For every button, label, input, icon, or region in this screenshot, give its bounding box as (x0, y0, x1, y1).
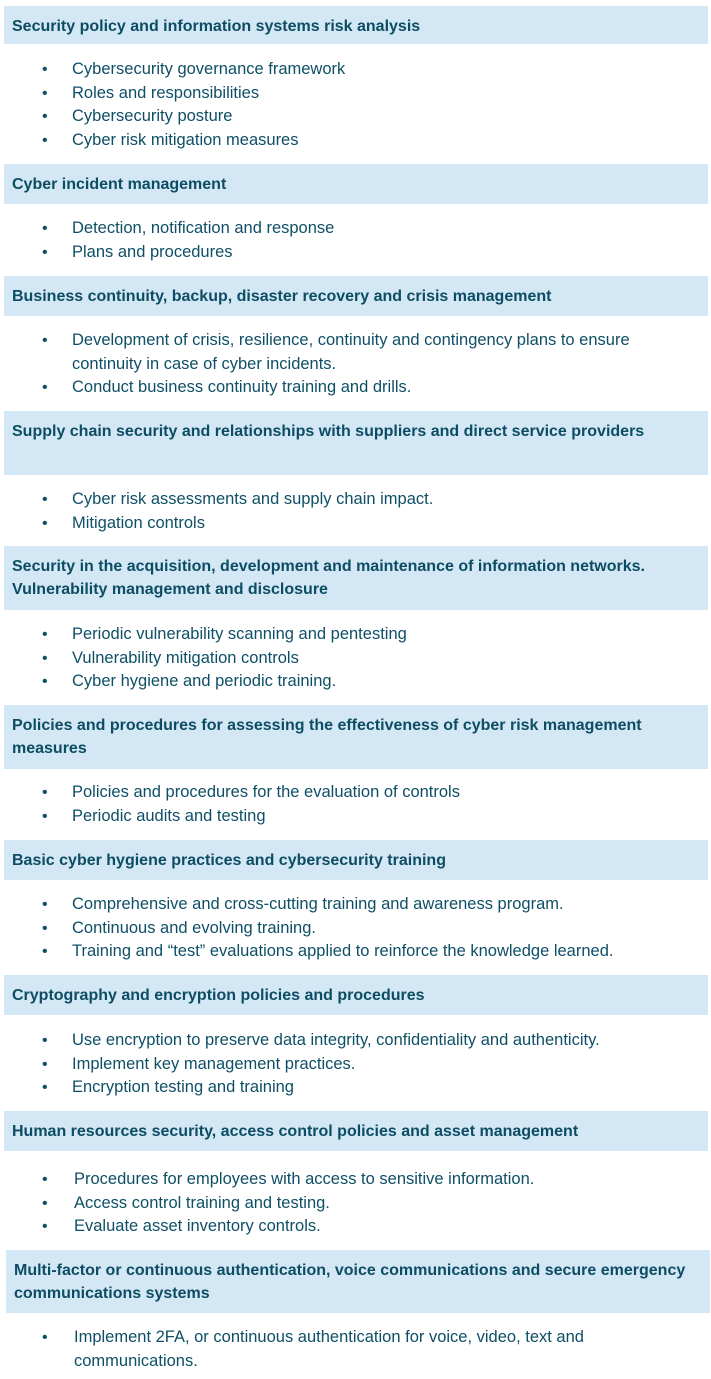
section-list-security-policy (4, 58, 708, 152)
list-item (4, 488, 708, 512)
bullet-icon: • (42, 491, 48, 508)
list-item (4, 623, 708, 647)
bullet-icon: • (42, 220, 48, 237)
list-item (4, 1168, 708, 1192)
list-item (4, 58, 708, 82)
section-header-cyber-hygiene (4, 840, 708, 880)
list-item-text: Mitigation controls (72, 513, 205, 532)
bullet-icon: • (42, 332, 48, 349)
bullet-icon: • (42, 896, 48, 913)
list-item-text: Detection, notification and response (72, 219, 335, 237)
section-header-cryptography (4, 975, 708, 1015)
list-item-text: Plans and procedures (72, 242, 233, 261)
list-item (4, 376, 708, 400)
section-header-security-policy (4, 6, 708, 44)
list-item-text: Periodic vulnerability scanning and pentesting (72, 625, 407, 643)
section-header-business-continuity (4, 276, 708, 316)
list-item-text: Implement key management practices. (72, 1054, 356, 1073)
bullet-icon: • (42, 1079, 48, 1096)
section-title: Policies and procedures for assessing the effectiveness of cyber risk management measures (12, 717, 642, 757)
list-item (4, 1076, 708, 1100)
list-item (4, 1053, 708, 1077)
list-item (4, 1029, 708, 1053)
list-item (4, 512, 708, 536)
list-item (4, 129, 708, 153)
bullet-icon: • (42, 1329, 48, 1346)
bullet-icon: • (42, 108, 48, 125)
list-item (4, 647, 708, 671)
list-item-text: Access control training and testing. (74, 1193, 330, 1212)
list-item (4, 1192, 708, 1216)
section-header-incident-management (4, 164, 708, 204)
bullet-icon: • (42, 1055, 48, 1073)
list-item (4, 940, 708, 964)
list-item (4, 1326, 708, 1373)
bullet-icon: • (42, 379, 48, 396)
bullet-icon: • (42, 943, 48, 960)
list-item (4, 1215, 708, 1239)
list-item (4, 105, 708, 129)
list-item-text: Continuous and evolving training. (72, 918, 316, 937)
section-list-incident-management (4, 217, 708, 264)
list-item-text: Cybersecurity posture (72, 107, 233, 125)
list-item-text: Development of crisis, resilience, continuity and contingency plans to ensure continuity in case of cyber incidents. (72, 331, 630, 373)
bullet-icon: • (42, 1194, 48, 1212)
list-item (4, 893, 708, 917)
list-item-text: Policies and procedures for the evaluation of controls (72, 783, 460, 801)
list-item-text: Training and “test” evaluations applied to reinforce the knowledge learned. (72, 942, 614, 960)
bullet-icon: • (42, 61, 48, 78)
section-title: Business continuity, backup, disaster recovery and crisis management (12, 288, 552, 305)
section-list-effectiveness (4, 781, 708, 828)
list-item-text: Cyber risk assessments and supply chain impact. (72, 490, 434, 508)
bullet-icon: • (42, 514, 48, 532)
section-title: Human resources security, access control policies and asset management (12, 1123, 579, 1140)
bullet-icon: • (42, 784, 48, 801)
section-list-acquisition-development (4, 623, 708, 694)
list-item-text: Conduct business continuity training and drills. (72, 378, 412, 396)
bullet-icon: • (42, 649, 48, 667)
bullet-icon: • (42, 1032, 48, 1049)
bullet-icon: • (42, 243, 48, 261)
section-title: Supply chain security and relationships with suppliers and direct service providers (12, 423, 645, 440)
list-item-text: Use encryption to preserve data integrity, confidentiality and authenticity. (72, 1031, 600, 1049)
list-item (4, 781, 708, 805)
section-header-authentication (6, 1250, 710, 1313)
section-header-acquisition-development (4, 546, 708, 610)
section-title: Basic cyber hygiene practices and cybersecurity training (12, 852, 446, 869)
list-item (4, 670, 708, 694)
section-title: Cyber incident management (12, 176, 227, 193)
section-header-human-resources (4, 1111, 708, 1151)
bullet-icon: • (42, 1171, 48, 1188)
list-item-text: Roles and responsibilities (72, 83, 260, 102)
section-list-supply-chain (4, 488, 708, 535)
bullet-icon: • (42, 807, 48, 825)
list-item-text: Cyber hygiene and periodic training. (72, 672, 337, 690)
section-list-business-continuity (4, 329, 708, 400)
section-title: Security in the acquisition, development and maintenance of information networks. Vulnerability management and disclosure (12, 558, 645, 598)
section-title: Security policy and information systems risk analysis (12, 18, 421, 35)
list-item (4, 241, 708, 265)
section-list-human-resources (4, 1168, 708, 1239)
list-item-text: Cybersecurity governance framework (72, 60, 346, 78)
list-item-text: Encryption testing and training (72, 1078, 294, 1096)
bullet-icon: • (42, 626, 48, 643)
bullet-icon: • (42, 84, 48, 102)
list-item-text: Cyber risk mitigation measures (72, 130, 299, 149)
section-list-cryptography (4, 1029, 708, 1100)
list-item (4, 82, 708, 106)
bullet-icon: • (42, 919, 48, 937)
list-item-text: Vulnerability mitigation controls (72, 648, 299, 667)
section-title: Multi-factor or continuous authentication, voice communications and secure emergency communications systems (14, 1262, 686, 1302)
list-item-text: Procedures for employees with access to sensitive information. (74, 1170, 535, 1188)
section-list-cyber-hygiene (4, 893, 708, 964)
list-item (4, 329, 708, 376)
list-item-text: Implement 2FA, or continuous authentication for voice, video, text and communications. (74, 1328, 584, 1370)
section-list-authentication (4, 1326, 708, 1373)
list-item-text: Periodic audits and testing (72, 806, 266, 825)
bullet-icon: • (42, 673, 48, 690)
section-header-effectiveness (4, 705, 708, 769)
list-item-text: Evaluate asset inventory controls. (74, 1217, 321, 1235)
bullet-icon: • (42, 131, 48, 149)
list-item (4, 805, 708, 829)
list-item (4, 217, 708, 241)
bullet-icon: • (42, 1218, 48, 1235)
section-title: Cryptography and encryption policies and procedures (12, 987, 425, 1004)
list-item-text: Comprehensive and cross-cutting training and awareness program. (72, 895, 564, 913)
section-header-supply-chain (4, 411, 708, 475)
list-item (4, 917, 708, 941)
